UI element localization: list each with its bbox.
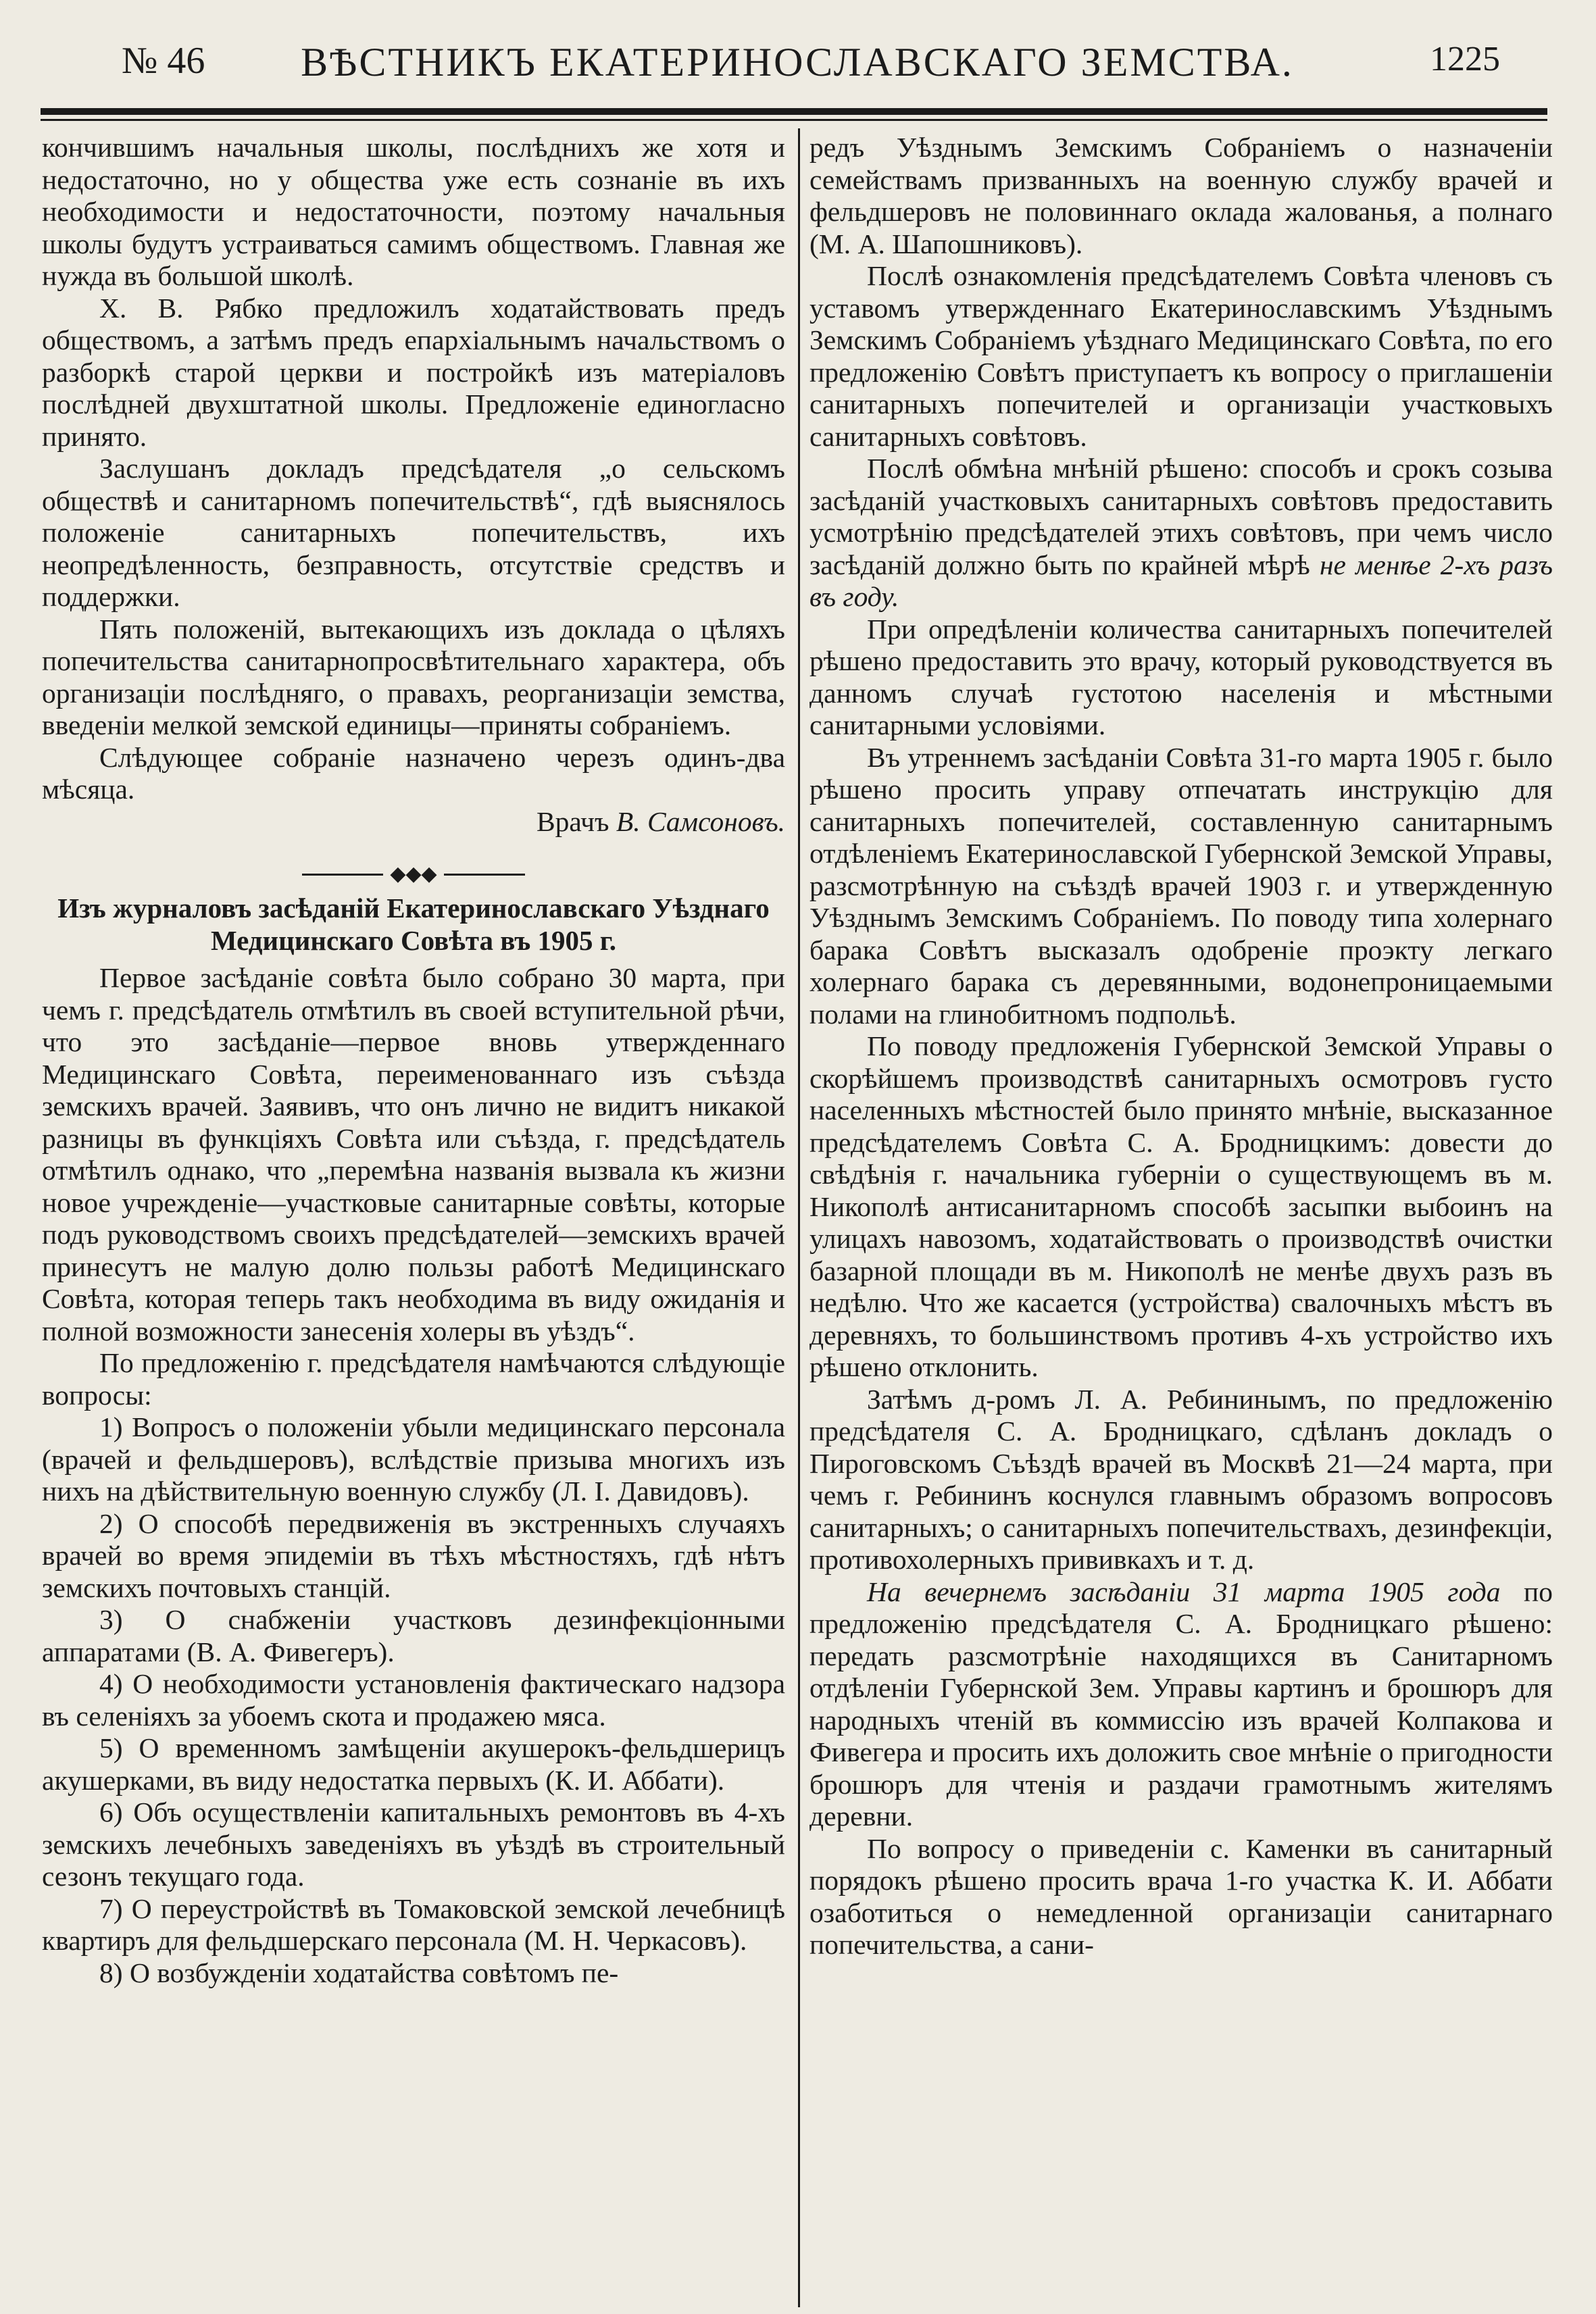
paragraph: Первое засѣданіе совѣта было собрано 30 марта, при чемъ г. предсѣдатель отмѣтилъ въ своей вступительной рѣчи, что это засѣданіе—первое вновь утвержденнаго Медицинскаго Совѣта, переименованнаго изъ съѣзда земскихъ врачей. Заявивъ, что онъ лично не видитъ никакой разницы въ функціяхъ Совѣта или съѣзда, г. предсѣдатель отмѣтилъ однако, что „перемѣна названія вызвала къ жизни новое учрежденіе—участковые санитарные совѣты, которые подъ руководствомъ своихъ предсѣдателей—земскихъ врачей принесутъ не малую долю пользы работѣ Медицинскаго Совѣта, которая теперь такъ необходима въ виду ожиданія и полной возможности занесенія холеры въ уѣздъ“.: [42, 962, 785, 1347]
list-item: 7) О переустройствѣ въ Томаковской земской лечебницѣ квартиръ для фельдшерскаго персонала (М. Н. Черкасовъ).: [42, 1892, 785, 1956]
column-divider: [798, 128, 800, 2307]
signature-name: В. Самсоновъ.: [616, 805, 785, 837]
section-title: Изъ журналовъ засѣданій Екатеринославскаго Уѣзднаго Медицинскаго Совѣта въ 1905 г.: [57, 892, 770, 956]
page-number: 1225: [1430, 40, 1500, 78]
paragraph: На вечернемъ засѣданіи 31 марта 1905 года по предложенію предсѣдателя С. А. Бродницкаго рѣшено: передать разсмотрѣніе находящихся въ Санитарномъ отдѣленіи Губернской Зем. Управы картинъ и брошюръ для народныхъ чтеній въ коммиссію изъ врачей Колпакова и Фивегера и просить ихъ доложить свое мнѣніе о пригодности брошюръ для чтенія и раздачи грамотнымъ жителямъ деревни.: [809, 1576, 1553, 1832]
header-rule: [41, 108, 1547, 115]
journal-title: ВѢСТНИКЪ ЕКАТЕРИНОСЛАВСКАГО ЗЕМСТВА.: [301, 40, 1294, 84]
left-column: [42, 132, 785, 2304]
paragraph: При опредѣленіи количества санитарныхъ попечителей рѣшено предоставить это врачу, который руководствуется въ данномъ случаѣ густотою населенія и мѣстными санитарными условіями.: [809, 613, 1553, 740]
paragraph: По поводу предложенія Губернской Земской Управы о скорѣйшемъ производствѣ санитарныхъ осмотровъ густо населенныхъ мѣстностей было принято мнѣніе, высказанное предсѣдателемъ Совѣта С. А. Бродницкимъ: довести до свѣдѣнія г. начальника губерніи о существующемъ въ м. Никополѣ антисанитарномъ способѣ засыпки выбоинъ на улицахъ навозомъ, ходатайствовать о производствѣ очистки базарной площади въ м. Никополѣ не менѣе двухъ разъ въ недѣлю. Что же касается (устройства) свалочныхъ мѣстъ въ деревняхъ, то большинствомъ противъ 4-хъ устройство ихъ рѣшено отклонить.: [809, 1030, 1553, 1382]
list-item: 8) О возбужденіи ходатайства совѣтомъ пе-: [99, 1957, 619, 1988]
signature: Врачъ В. Самсоновъ.: [536, 805, 785, 837]
issue-number: № 46: [122, 40, 205, 82]
ornament-divider: [42, 857, 785, 886]
paragraph: кончившимъ начальныя школы, послѣднихъ же хотя и недостаточно, но у общества уже есть сознаніе въ ихъ необходимости и недостаточности, поэтому начальныя школы будутъ устраиваться самимъ обществомъ. Главная же нужда въ большой школѣ.: [42, 132, 785, 291]
paragraph: Пять положеній, вытекающихъ изъ доклада о цѣляхъ попечительства санитарнопросвѣтительнаго характера, объ организаціи послѣдняго, о правахъ, реорганизаціи земства, введеніи мелкой земской единицы—приняты собраніемъ.: [42, 613, 785, 740]
list-item: 2) О способѣ передвиженія въ экстренныхъ случаяхъ врачей во время эпидеміи въ тѣхъ мѣстностяхъ, гдѣ нѣтъ земскихъ почтовыхъ станцій.: [42, 1507, 785, 1603]
paragraph: Послѣ обмѣна мнѣній рѣшено: способъ и срокъ созыва засѣданій участковыхъ санитарныхъ совѣтовъ предоставить усмотрѣнію предсѣдателей этихъ совѣтовъ, при чемъ число засѣданій должно быть по крайней мѣрѣ не менѣе 2-хъ разъ въ году.: [809, 453, 1553, 612]
right-column: [809, 132, 1553, 2304]
paragraph: Послѣ ознакомленія предсѣдателемъ Совѣта членовъ съ уставомъ утвержденнаго Екатеринославскимъ Уѣзднымъ Земскимъ Собраніемъ уѣзднаго Медицинскаго Совѣта, по его предложенію Совѣтъ приступаетъ къ вопросу о приглашеніи санитарныхъ попечителей и организаціи участковыхъ санитарныхъ совѣтовъ.: [809, 260, 1553, 452]
list-item: 1) Вопросъ о положеніи убыли медицинскаго персонала (врачей и фельдшеровъ), вслѣдствіе призыва многихъ изъ нихъ на дѣйствительную военную службу (Л. І. Давидовъ).: [42, 1411, 785, 1507]
paragraph: Затѣмъ д-ромъ Л. А. Ребининымъ, по предложенію предсѣдателя С. А. Бродницкаго, сдѣланъ докладъ о Пироговскомъ Съѣздѣ врачей въ Москвѣ 21—24 марта, при чемъ г. Ребининъ коснулся главнымъ образомъ вопросовъ санитарныхъ; о санитарныхъ попечительствахъ, дезинфекціи, противохолерныхъ прививкахъ и т. д.: [809, 1383, 1553, 1575]
list-item: 6) Объ осуществленіи капитальныхъ ремонтовъ въ 4-хъ земскихъ лечебныхъ заведеніяхъ въ уѣздѣ въ строительный сезонъ текущаго года.: [42, 1796, 785, 1892]
ornament-glyph: ◆◆◆: [390, 863, 437, 886]
paragraph: Слѣдующее собраніе назначено черезъ одинъ-два мѣсяца.: [42, 741, 785, 805]
header-rule-thin: [41, 119, 1547, 121]
list-item: 5) О временномъ замѣщеніи акушерокъ-фельдшерицъ акушерками, въ виду недостатка первыхъ (К. И. Аббати).: [42, 1732, 785, 1796]
page-header: [41, 32, 1554, 93]
emphasis: На вечернемъ засѣданіи 31 марта 1905 года: [867, 1576, 1501, 1607]
paragraph: По предложенію г. предсѣдателя намѣчаются слѣдующіе вопросы:: [42, 1347, 785, 1411]
paragraph: Заслушанъ докладъ предсѣдателя „о сельскомъ обществѣ и санитарномъ попечительствѣ“, гдѣ выяснялось положеніе санитарныхъ попечительствъ, ихъ неопредѣленность, безправность, отсутствіе средствъ и поддержки.: [42, 453, 785, 612]
list-item: 4) О необходимости установленія фактическаго надзора въ селеніяхъ за убоемъ скота и продажею мяса.: [42, 1668, 785, 1732]
list-item: 3) О снабженіи участковъ дезинфекціонными аппаратами (В. А. Фивегеръ).: [42, 1604, 785, 1667]
paragraph: редъ Уѣзднымъ Земскимъ Собраніемъ о назначеніи семействамъ призванныхъ на военную службу врачей и фельдшеровъ не половиннаго оклада жалованья, а полнаго (М. А. Шапошниковъ).: [809, 132, 1553, 259]
paragraph: По вопросу о приведеніи с. Каменки въ санитарный порядокъ рѣшено просить врача 1-го участка К. И. Аббати озаботиться о немедленной организаціи санитарнаго попечительства, а сани-: [809, 1832, 1553, 1960]
paragraph: Въ утреннемъ засѣданіи Совѣта 31-го марта 1905 г. было рѣшено просить управу отпечатать инструкцію для санитарныхъ попечителей, составленную санитарнымъ отдѣленіемъ Екатеринославской Губернской Земской Управы, разсмотрѣнную на съѣздѣ врачей 1903 г. и утвержденную Уѣзднымъ Земскимъ Собраніемъ. По поводу типа холернаго барака Совѣтъ высказалъ одобреніе проэкту легкаго холернаго барака съ деревянными, водонепроницаемыми полами на глинобитномъ подпольѣ.: [809, 741, 1553, 1030]
emphasis: не менѣе 2-хъ разъ въ году.: [809, 549, 1553, 612]
paragraph: Х. В. Рябко предложилъ ходатайствовать предъ обществомъ, а затѣмъ предъ епархіальнымъ начальствомъ о разборкѣ старой церкви и постройкѣ изъ матеріаловъ послѣдней двухштатной школы. Предложеніе единогласно принято.: [42, 292, 785, 452]
